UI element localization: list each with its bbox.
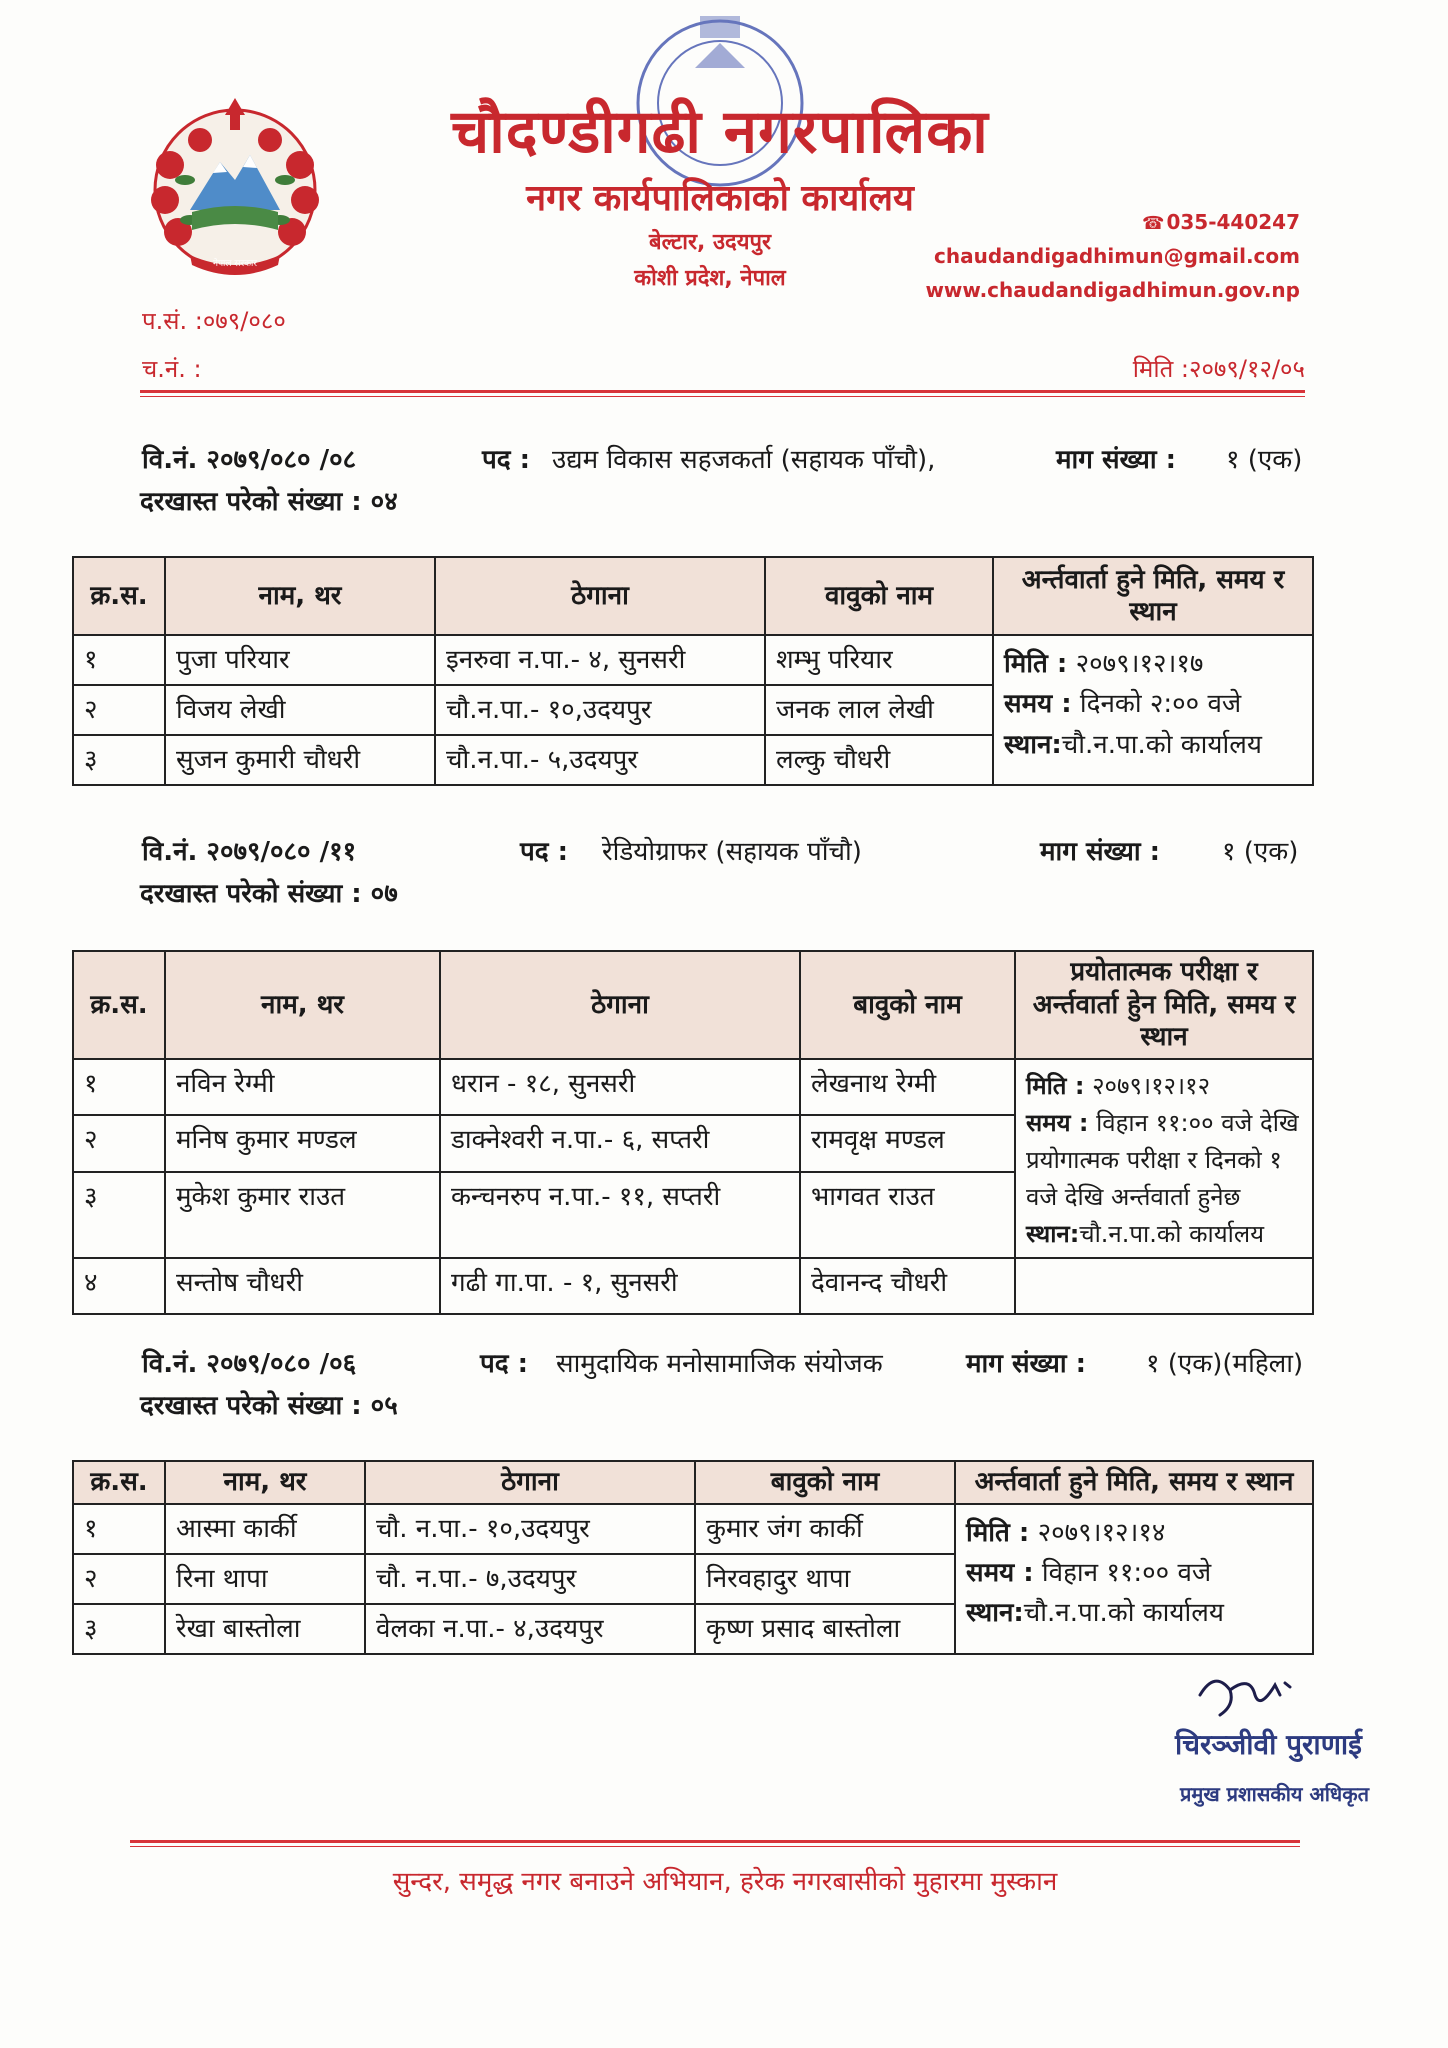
cell-address: कन्चनरुप न.पा.- ११, सप्तरी bbox=[440, 1172, 800, 1259]
cell-address: चौ.न.पा.- १०,उदयपुर bbox=[435, 685, 765, 735]
cell-sn: १ bbox=[73, 1504, 165, 1554]
cell-father: निरवहादुर थापा bbox=[695, 1554, 955, 1604]
footer-divider bbox=[130, 1840, 1300, 1843]
cell-name: नविन रेग्मी bbox=[165, 1059, 440, 1116]
cell-name: मुकेश कुमार राउत bbox=[165, 1172, 440, 1259]
vacancy-number: वि.नं. २०७९/०८० /०६ bbox=[142, 1349, 357, 1379]
cell-sn: २ bbox=[73, 685, 165, 735]
dispatch-number: च.नं. : bbox=[142, 355, 202, 383]
cell-name: रिना थापा bbox=[165, 1554, 365, 1604]
schedule-date: २०७९।१२।१२ bbox=[1092, 1071, 1211, 1100]
footer-divider-thin bbox=[130, 1846, 1300, 1847]
contact-website: www.chaudandigadhimun.gov.np bbox=[925, 278, 1300, 302]
schedule-place-label: स्थान: bbox=[966, 1598, 1024, 1629]
vacancy-number: वि.नं. २०७९/०८० /११ bbox=[142, 837, 357, 867]
demand-value: १ (एक) bbox=[1226, 445, 1303, 475]
cell-sn: १ bbox=[73, 635, 165, 685]
cell-father: जनक लाल लेखी bbox=[765, 685, 993, 735]
nepal-emblem-icon bbox=[130, 80, 340, 290]
demand-label: माग संख्या : bbox=[966, 1349, 1087, 1379]
demand-value: १ (एक)(महिला) bbox=[1146, 1349, 1304, 1379]
table-row bbox=[73, 1504, 1313, 1554]
schedule-time: विहान ११:०० वजे bbox=[1041, 1557, 1212, 1588]
header-divider-thin bbox=[140, 396, 1305, 397]
cell-name: विजय लेखी bbox=[165, 685, 435, 735]
header-schedule: अर्न्तवार्ता हुने मिति, समय र स्थान bbox=[955, 1461, 1313, 1504]
header-sn: क्र.स. bbox=[73, 1461, 165, 1504]
cell-father: कृष्ण प्रसाद बास्तोला bbox=[695, 1604, 955, 1654]
cell-father: भागवत राउत bbox=[800, 1172, 1015, 1259]
post-label: पद : bbox=[520, 837, 569, 867]
cell-father: लल्कु चौधरी bbox=[765, 735, 993, 785]
cell-address: डाक्नेश्वरी न.पा.- ६, सप्तरी bbox=[440, 1115, 800, 1172]
demand-label: माग संख्या : bbox=[1056, 445, 1177, 475]
phone-number: 035-440247 bbox=[1166, 210, 1300, 234]
schedule-place-label: स्थान: bbox=[1004, 729, 1062, 760]
cell-sn: ३ bbox=[73, 1604, 165, 1654]
cell-schedule bbox=[1015, 1059, 1313, 1259]
demand-value: १ (एक) bbox=[1222, 837, 1299, 867]
footer-slogan: सुन्दर, समृद्ध नगर बनाउने अभियान, हरेक नगरबासीको मुहारमा मुस्कान bbox=[392, 1867, 1058, 1897]
cell-sn: ३ bbox=[73, 1172, 165, 1259]
cell-name: सन्तोष चौधरी bbox=[165, 1258, 440, 1314]
header-address: ठेगाना bbox=[440, 951, 800, 1059]
cell-address: चौ. न.पा.- १०,उदयपुर bbox=[365, 1504, 695, 1554]
post-label: पद : bbox=[480, 1349, 529, 1379]
demand-label: माग संख्या : bbox=[1040, 837, 1161, 867]
office-address-line-2: कोशी प्रदेश, नेपाल bbox=[634, 266, 786, 291]
contact-phone bbox=[920, 210, 1300, 234]
cell-father: कुमार जंग कार्की bbox=[695, 1504, 955, 1554]
signatory-title: प्रमुख प्रशासकीय अधिकृत bbox=[1180, 1782, 1369, 1806]
schedule-date-label: मिति : bbox=[966, 1517, 1030, 1548]
table-row bbox=[73, 1059, 1313, 1116]
cell-sn: ४ bbox=[73, 1258, 165, 1314]
phone-icon: ☎ bbox=[1142, 213, 1165, 234]
header-father: बावुको नाम bbox=[800, 951, 1015, 1059]
cell-name: पुजा परियार bbox=[165, 635, 435, 685]
cell-address: चौ. न.पा.- ७,उदयपुर bbox=[365, 1554, 695, 1604]
handwritten-signature bbox=[1180, 1665, 1310, 1725]
schedule-place-label: स्थान: bbox=[1026, 1220, 1080, 1249]
post-name: सामुदायिक मनोसामाजिक संयोजक bbox=[556, 1349, 883, 1379]
schedule-place: चौ.न.पा.को कार्यालय bbox=[1061, 729, 1262, 760]
signatory-name: चिरञ्जीवी पुराणाई bbox=[1175, 1728, 1362, 1761]
cell-sn: १ bbox=[73, 1059, 165, 1116]
cell-name: सुजन कुमारी चौधरी bbox=[165, 735, 435, 785]
cell-sn: २ bbox=[73, 1115, 165, 1172]
contact-email: chaudandigadhimun@gmail.com bbox=[934, 244, 1300, 268]
cell-address: धरान - १८, सुनसरी bbox=[440, 1059, 800, 1116]
post-name: रेडियोग्राफर (सहायक पाँचौ) bbox=[602, 837, 862, 867]
candidate-table-1 bbox=[72, 556, 1314, 786]
post-name: उद्यम विकास सहजकर्ता (सहायक पाँचौ), bbox=[552, 445, 936, 475]
header-address: ठेगाना bbox=[435, 557, 765, 635]
cell-sn: २ bbox=[73, 1554, 165, 1604]
schedule-date-label: मिति : bbox=[1026, 1071, 1085, 1100]
header-name: नाम, थर bbox=[165, 1461, 365, 1504]
schedule-time: दिनको २:०० वजे bbox=[1079, 689, 1242, 720]
applicant-count: दरखास्त परेको संख्या : ०५ bbox=[140, 1391, 398, 1421]
table-row bbox=[73, 635, 1313, 685]
cell-name: आस्मा कार्की bbox=[165, 1504, 365, 1554]
cell-father: रामवृक्ष मण्डल bbox=[800, 1115, 1015, 1172]
office-subtitle: नगर कार्यपालिकाको कार्यालय bbox=[526, 178, 914, 219]
post-label: पद : bbox=[482, 445, 531, 475]
office-name: चौदण्डीगढी नगरपालिका bbox=[451, 97, 989, 167]
table-header-row bbox=[73, 951, 1313, 1059]
office-address-line-1: बेल्टार, उदयपुर bbox=[649, 230, 771, 255]
cell-schedule-empty bbox=[1015, 1258, 1313, 1314]
cell-father: देवानन्द चौधरी bbox=[800, 1258, 1015, 1314]
table-row bbox=[73, 1258, 1313, 1314]
schedule-time-label: समय : bbox=[1004, 689, 1072, 720]
header-schedule: प्रयोतात्मक परीक्षा र अर्न्तवार्ता हुेन मिति, समय र स्थान bbox=[1015, 951, 1313, 1059]
table-header-row bbox=[73, 557, 1313, 635]
header-name: नाम, थर bbox=[165, 951, 440, 1059]
header-divider bbox=[140, 390, 1305, 393]
header-father: बावुको नाम bbox=[695, 1461, 955, 1504]
schedule-time: विहान ११:०० वजे देखि प्रयोगात्मक परीक्षा र दिनको १ वजे देखि अर्न्तवार्ता हुनेछ bbox=[1026, 1108, 1299, 1212]
cell-name: रेखा बास्तोला bbox=[165, 1604, 365, 1654]
header-address: ठेगाना bbox=[365, 1461, 695, 1504]
header-sn: क्र.स. bbox=[73, 951, 165, 1059]
cell-address: चौ.न.पा.- ५,उदयपुर bbox=[435, 735, 765, 785]
header-sn: क्र.स. bbox=[73, 557, 165, 635]
schedule-place: चौ.न.पा.को कार्यालय bbox=[1023, 1598, 1224, 1629]
vacancy-number: वि.नं. २०७९/०८० /०८ bbox=[142, 445, 357, 475]
schedule-place: चौ.न.पा.को कार्यालय bbox=[1079, 1220, 1265, 1249]
header-father: वावुको नाम bbox=[765, 557, 993, 635]
cell-address: इनरुवा न.पा.- ४, सुनसरी bbox=[435, 635, 765, 685]
cell-name: मनिष कुमार मण्डल bbox=[165, 1115, 440, 1172]
letter-date: मिति :२०७९/१२/०५ bbox=[1132, 355, 1305, 383]
svg-text:नेपाल सरकार: नेपाल सरकार bbox=[212, 259, 258, 269]
cell-address: गढी गा.पा. - १, सुनसरी bbox=[440, 1258, 800, 1314]
cell-address: वेलका न.पा.- ४,उदयपुर bbox=[365, 1604, 695, 1654]
header-schedule: अर्न्तवार्ता हुने मिति, समय र स्थान bbox=[993, 557, 1313, 635]
schedule-date: २०७९।१२।१७ bbox=[1075, 649, 1204, 679]
table-header-row bbox=[73, 1461, 1313, 1504]
cell-schedule bbox=[993, 635, 1313, 785]
cell-schedule bbox=[955, 1504, 1313, 1654]
cell-sn: ३ bbox=[73, 735, 165, 785]
cell-father: शम्भु परियार bbox=[765, 635, 993, 685]
applicant-count: दरखास्त परेको संख्या : ०४ bbox=[140, 487, 398, 517]
applicant-count: दरखास्त परेको संख्या : ०७ bbox=[140, 879, 398, 909]
schedule-date: २०७९।१२।१४ bbox=[1037, 1517, 1166, 1548]
candidate-table-3 bbox=[72, 1460, 1314, 1655]
schedule-time-label: समय : bbox=[1026, 1108, 1089, 1137]
candidate-table-2 bbox=[72, 950, 1314, 1315]
schedule-time-label: समय : bbox=[966, 1557, 1034, 1588]
header-name: नाम, थर bbox=[165, 557, 435, 635]
cell-father: लेखनाथ रेग्मी bbox=[800, 1059, 1015, 1116]
schedule-date-label: मिति : bbox=[1004, 649, 1068, 679]
reference-number: प.सं. :०७९/०८० bbox=[142, 307, 286, 335]
